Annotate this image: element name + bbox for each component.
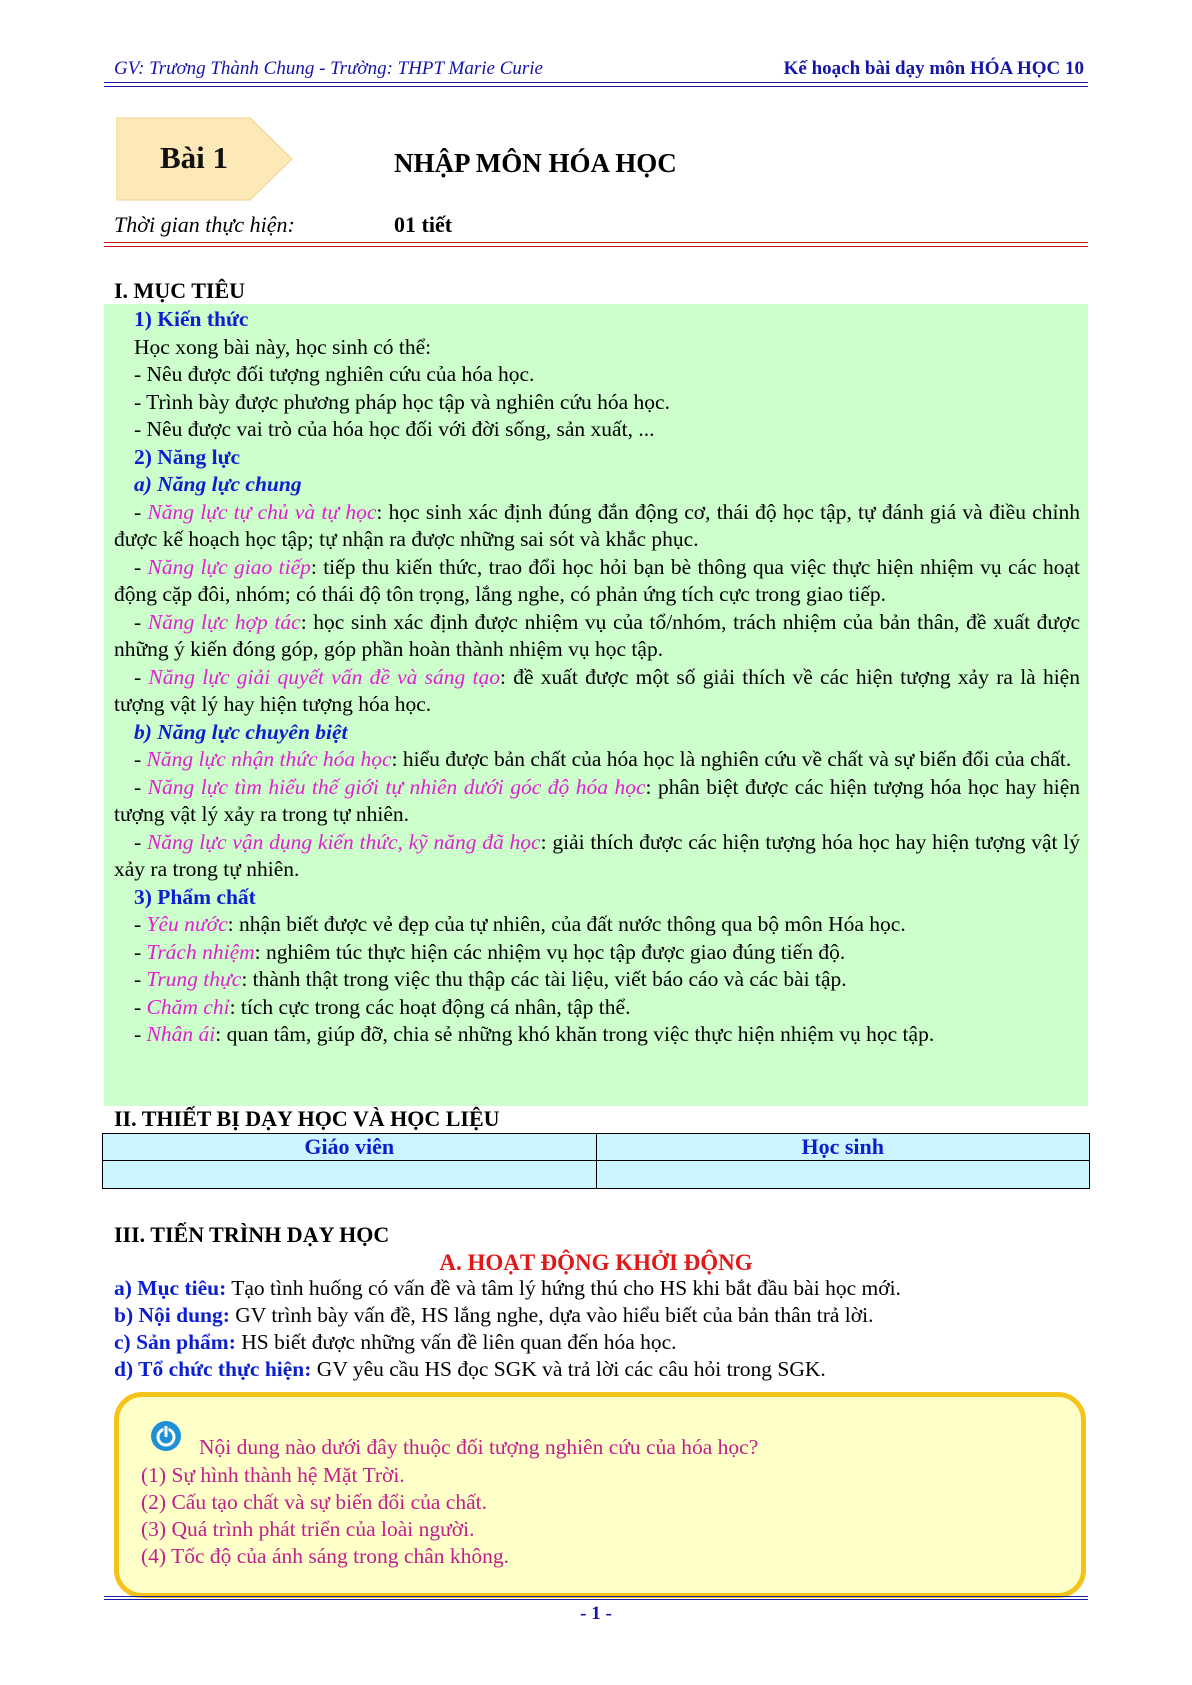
activity-line: a) Mục tiêu: Tạo tình huống có vấn đề và tâm lý hứng thú cho HS khi bắt đầu bài học mới. (114, 1276, 901, 1300)
table-cell-student (596, 1161, 1090, 1189)
competence-name: Năng lực nhận thức hóa học (146, 747, 392, 771)
quality-name: Trung thực (146, 967, 242, 991)
competence-item: - Năng lực tìm hiểu thế giới tự nhiên dưới góc độ hóa học: phân biệt được các hiện tượng hóa học hay hiện tượng vật lý xảy ra trong tự nhiên. (114, 774, 1080, 826)
question-option: (1) Sự hình thành hệ Mặt Trời. (141, 1463, 405, 1487)
time-value: 01 tiết (394, 212, 453, 237)
knowledge-intro: Học xong bài này, học sinh có thể: (134, 334, 432, 359)
title-divider-thin (104, 246, 1088, 247)
competence-item: - Năng lực vận dụng kiến thức, kỹ năng đã học: giải thích được các hiện tượng hóa học hay hiện tượng vật lý xảy ra trong tự nhiên. (114, 829, 1080, 881)
competence-item: - Năng lực giao tiếp: tiếp thu kiến thức, trao đổi học hỏi bạn bè thông qua việc thực hiện nhiệm vụ các hoạt động cặp đôi, nhóm; có thái độ tôn trọng, lắng nghe, có phản ứng tích cực trong giao tiếp. (114, 554, 1080, 606)
question-option: (2) Cấu tạo chất và sự biến đổi của chất. (141, 1490, 487, 1514)
header-divider (104, 82, 1088, 83)
question-option: (3) Quá trình phát triển của loài người. (141, 1517, 475, 1541)
section-objectives-heading: I. MỤC TIÊU (114, 278, 246, 303)
question-box (114, 1392, 1086, 1598)
header-plan-title: Kế hoạch bài dạy môn HÓA HỌC 10 (783, 58, 1084, 79)
knowledge-heading: 1) Kiến thức (134, 307, 249, 331)
objectives-body (114, 306, 1080, 1049)
activity-line: c) Sản phẩm: HS biết được những vấn đề liên quan đến hóa học. (114, 1330, 677, 1354)
competence-item: - Năng lực nhận thức hóa học: hiểu được bản chất của hóa học là nghiên cứu về chất và sự biến đổi của chất. (134, 747, 1072, 771)
quality-name: Yêu nước (146, 912, 228, 936)
title-divider (104, 242, 1088, 243)
table-header-teacher: Giáo viên (103, 1134, 597, 1161)
lesson-title: NHẬP MÔN HÓA HỌC (394, 148, 677, 178)
quality-item: - Chăm chỉ: tích cực trong các hoạt động cá nhân, tập thể. (134, 994, 631, 1019)
competence-item: - Năng lực giải quyết vấn đề và sáng tạo: đề xuất được một số giải thích về các hiện tượng xảy ra là hiện tượng vật lý hay hiện tượng hóa học. (114, 664, 1080, 716)
competence-name: Năng lực hợp tác (147, 609, 301, 634)
activity-title: A. HOẠT ĐỘNG KHỞI ĐỘNG (439, 1250, 753, 1275)
lesson-number: Bài 1 (160, 140, 229, 175)
competence-name: Năng lực giải quyết vấn đề và sáng tạo (148, 664, 501, 689)
table-header-row (103, 1134, 1090, 1161)
equipment-table (102, 1133, 1090, 1189)
knowledge-item: - Nêu được đối tượng nghiên cứu của hóa học. (134, 362, 535, 386)
knowledge-item: - Trình bày được phương pháp học tập và nghiên cứu hóa học. (134, 389, 670, 414)
question-text: Nội dung nào dưới đây thuộc đối tượng nghiên cứu của hóa học? (199, 1435, 759, 1459)
competence-name: Năng lực tìm hiểu thế giới tự nhiên dưới góc độ hóa học (147, 774, 646, 799)
activity-line: b) Nội dung: GV trình bày vấn đề, HS lắng nghe, dựa vào hiểu biết của bản thân trả lời. (114, 1303, 874, 1327)
quality-item: - Nhân ái: quan tâm, giúp đỡ, chia sẻ những khó khăn trong việc thực hiện nhiệm vụ học tập. (134, 1022, 935, 1046)
power-icon (149, 1419, 183, 1453)
quality-item: - Trách nhiệm: nghiêm túc thực hiện các nhiệm vụ học tập được giao đúng tiến độ. (134, 939, 846, 964)
table-row (103, 1161, 1090, 1189)
page-number: - 1 - (580, 1603, 612, 1624)
table-cell-teacher (103, 1161, 597, 1189)
competence-item: - Năng lực hợp tác: học sinh xác định được nhiệm vụ của tổ/nhóm, trách nhiệm của bản thân, đề xuất được những ý kiến đóng góp, góp phần hoàn thành nhiệm vụ học tập. (114, 609, 1080, 661)
competence-name: Năng lực vận dụng kiến thức, kỹ năng đã học (146, 829, 541, 854)
quality-item: - Trung thực: thành thật trong việc thu thập các tài liệu, viết báo cáo và các bài tập. (134, 967, 847, 991)
table-header-student: Học sinh (596, 1134, 1090, 1161)
section-process-heading: III. TIẾN TRÌNH DẠY HỌC (114, 1222, 390, 1247)
specific-competence-heading: b) Năng lực chuyên biệt (134, 719, 348, 744)
header-divider-thin (104, 86, 1088, 87)
quality-name: Trách nhiệm (146, 939, 255, 964)
competence-heading: 2) Năng lực (134, 444, 241, 469)
competence-name: Năng lực giao tiếp (147, 554, 311, 579)
header-teacher: GV: Trương Thành Chung - Trường: THPT Marie Curie (114, 58, 543, 79)
quality-name: Nhân ái (146, 1022, 216, 1046)
quality-item: - Yêu nước: nhận biết được vẻ đẹp của tự nhiên, của đất nước thông qua bộ môn Hóa học. (134, 912, 906, 936)
quality-name: Chăm chỉ (146, 994, 230, 1019)
general-competence-heading: a) Năng lực chung (134, 472, 302, 496)
competence-name: Năng lực tự chủ và tự học (147, 499, 377, 524)
section-equipment-heading: II. THIẾT BỊ DẠY HỌC VÀ HỌC LIỆU (114, 1106, 500, 1131)
knowledge-item: - Nêu được vai trò của hóa học đối với đời sống, sản xuất, ... (134, 417, 655, 441)
time-label: Thời gian thực hiện: (114, 212, 295, 237)
footer-divider-thin (104, 1596, 1088, 1597)
activity-line: d) Tổ chức thực hiện: GV yêu cầu HS đọc SGK và trả lời các câu hỏi trong SGK. (114, 1357, 826, 1381)
lesson-badge (116, 116, 294, 202)
page-header (104, 58, 1088, 84)
footer-divider (104, 1599, 1088, 1600)
question-option: (4) Tốc độ của ánh sáng trong chân không. (141, 1544, 509, 1568)
competence-item: - Năng lực tự chủ và tự học: học sinh xác định đúng đắn động cơ, thái độ học tập, tự đánh giá và điều chỉnh được kế hoạch học tập; tự nhận ra được những sai sót và khắc phục. (114, 499, 1080, 551)
qualities-heading: 3) Phẩm chất (134, 884, 256, 909)
